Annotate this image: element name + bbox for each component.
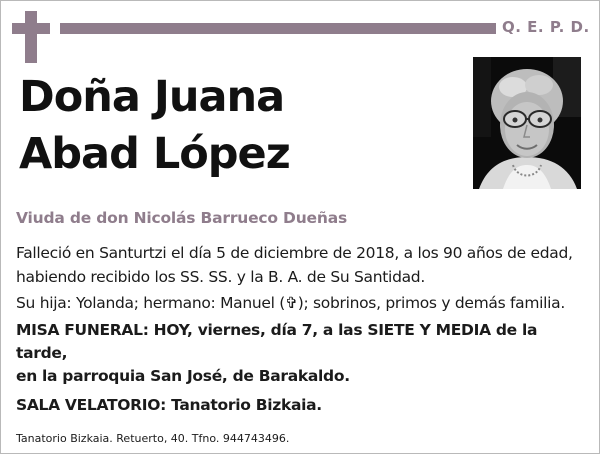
funeral-line-2: en la parroquia San José, de Barakaldo. — [16, 367, 350, 385]
deceased-portrait — [473, 57, 581, 189]
name-line-2: Abad López — [19, 129, 290, 179]
funeral-line-1: MISA FUNERAL: HOY, viernes, día 7, a las SIETE Y MEDIA de la tarde, — [16, 321, 538, 362]
death-line-2: habiendo recibido los SS. SS. y la B. A. de Su Santidad. — [16, 268, 425, 286]
notice-body — [16, 241, 591, 417]
header-rule — [60, 23, 496, 34]
death-details — [16, 241, 591, 289]
death-line-1: Falleció en Santurtzi el día 5 de diciembre de 2018, a los 90 años de edad, — [16, 244, 573, 262]
funeral-home-contact: Tanatorio Bizkaia. Retuerto, 40. Tfno. 944743496. — [16, 432, 290, 445]
family-text-start: Su hija: Yolanda; hermano: Manuel ( — [16, 294, 286, 312]
family-text-end: ); sobrinos, primos y demás familia. — [297, 294, 566, 312]
name-line-1: Doña Juana — [19, 72, 285, 122]
deceased-name — [19, 69, 290, 183]
widow-of-line: Viuda de don Nicolás Barrueco Dueñas — [16, 209, 347, 227]
portrait-image — [473, 57, 581, 189]
wake-room: SALA VELATORIO: Tanatorio Bizkaia. — [16, 396, 322, 414]
family-line — [16, 291, 591, 315]
funeral-mass — [16, 319, 591, 388]
qepd-badge: Q. E. P. D. — [502, 18, 590, 36]
latin-cross-icon — [25, 11, 37, 63]
small-cross-icon: ✞ — [285, 294, 298, 312]
latin-cross-icon-arm — [12, 23, 50, 34]
